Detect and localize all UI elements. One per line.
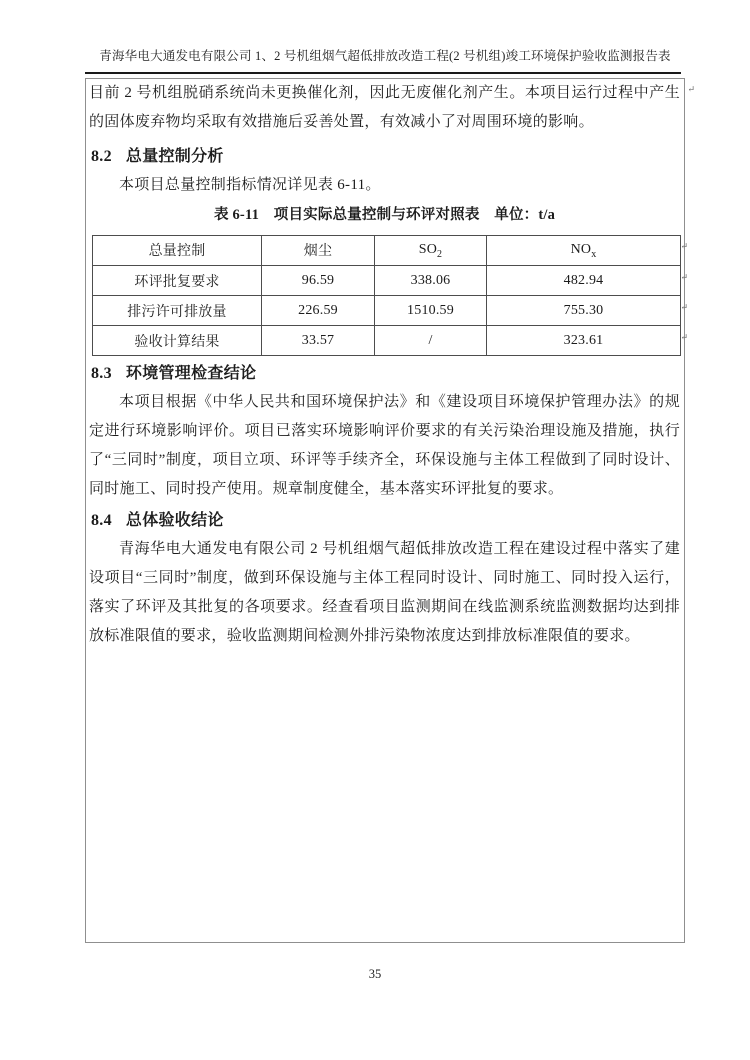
totals-table xyxy=(92,235,681,356)
table-caption: 表 6-11 项目实际总量控制与环评对照表 单位：t/a xyxy=(213,207,556,223)
cell-end-mark-icon: ↵ xyxy=(680,272,688,282)
value-cell: 338.06 xyxy=(375,266,487,296)
column-header-cell xyxy=(93,236,262,266)
column-header-cell xyxy=(487,236,681,266)
cell-end-mark-icon: ↵ xyxy=(680,241,688,251)
section-number: 8.2 xyxy=(91,148,112,165)
paragraph-continued: 目前 2 号机组脱硝系统尚未更换催化剂，因此无废催化剂产生。本项目运行过程中产生的固体废弃物均采取有效措施后妥善处置，有效减小了对周围环境的影响。 xyxy=(89,85,680,130)
table-row xyxy=(93,296,681,326)
row-label-cell: 环评批复要求 xyxy=(93,266,262,296)
column-header-sub: 2 xyxy=(437,248,443,260)
row-label-cell: 验收计算结果 xyxy=(93,326,262,356)
section-heading-8-4 xyxy=(89,506,680,535)
table-wrapper xyxy=(89,235,688,356)
section-number: 8.3 xyxy=(91,365,112,382)
column-header-text: 总量控制 xyxy=(148,243,206,259)
value-cell: 226.59 xyxy=(262,296,375,326)
column-header-cell xyxy=(262,236,375,266)
section-heading-8-2 xyxy=(89,142,680,171)
cell-end-mark-icon: ↵ xyxy=(687,84,695,94)
value-cell: 755.30 xyxy=(487,296,681,326)
table-header-row xyxy=(93,236,681,266)
header-divider xyxy=(85,72,681,74)
row-label-cell: 排污许可排放量 xyxy=(93,296,262,326)
value-cell: 1510.59 xyxy=(375,296,487,326)
column-header-text: NO xyxy=(570,241,592,257)
value-cell: 96.59 xyxy=(262,266,375,296)
column-header-text: 烟尘 xyxy=(303,243,333,259)
content-box xyxy=(85,78,695,943)
page-header-title: 青海华电大通发电有限公司 1、2 号机组烟气超低排放改造工程(2 号机组)竣工环境保护验收监测报告表 xyxy=(99,49,671,63)
column-header-cell xyxy=(375,236,487,266)
section-title: 环境管理检查结论 xyxy=(125,365,257,382)
page-number: 35 xyxy=(368,967,382,981)
section-8-2-intro: 本项目总量控制指标情况详见表 6-11。 xyxy=(119,177,381,193)
section-title: 总量控制分析 xyxy=(125,148,224,165)
section-heading-8-3 xyxy=(89,359,680,388)
column-header-sub: x xyxy=(591,248,597,260)
section-8-4-paragraph: 青海华电大通发电有限公司 2 号机组烟气超低排放改造工程在建设过程中落实了建设项目“三同时”制度，做到环保设施与主体工程同时设计、同时施工、同时投入运行，落实了环评及其批复的各项要求。经查看项目监测期间在线监测系统监测数据均达到排放标准限值的要求，验收监测期间检测外排污染物浓度达到排放标准限值的要求。 xyxy=(89,541,680,644)
section-8-3-paragraph: 本项目根据《中华人民共和国环境保护法》和《建设项目环境保护管理办法》的规定进行环境影响评价。项目已落实环境影响评价要求的有关污染治理设施及措施，执行了“三同时”制度，项目立项、环评等手续齐全，环保设施与主体工程做到了同时设计、同时施工、同时投产使用。规章制度健全，基本落实环评批复的要求。 xyxy=(89,394,680,497)
value-cell: 323.61 xyxy=(487,326,681,356)
column-header-text: SO xyxy=(418,241,438,257)
value-cell: / xyxy=(375,326,487,356)
cell-end-mark-icon: ↵ xyxy=(680,302,688,312)
section-title: 总体验收结论 xyxy=(125,512,224,529)
section-number: 8.4 xyxy=(91,512,112,529)
cell-end-mark-icon: ↵ xyxy=(680,332,688,342)
value-cell: 33.57 xyxy=(262,326,375,356)
table-row xyxy=(93,326,681,356)
table-row xyxy=(93,266,681,296)
value-cell: 482.94 xyxy=(487,266,681,296)
